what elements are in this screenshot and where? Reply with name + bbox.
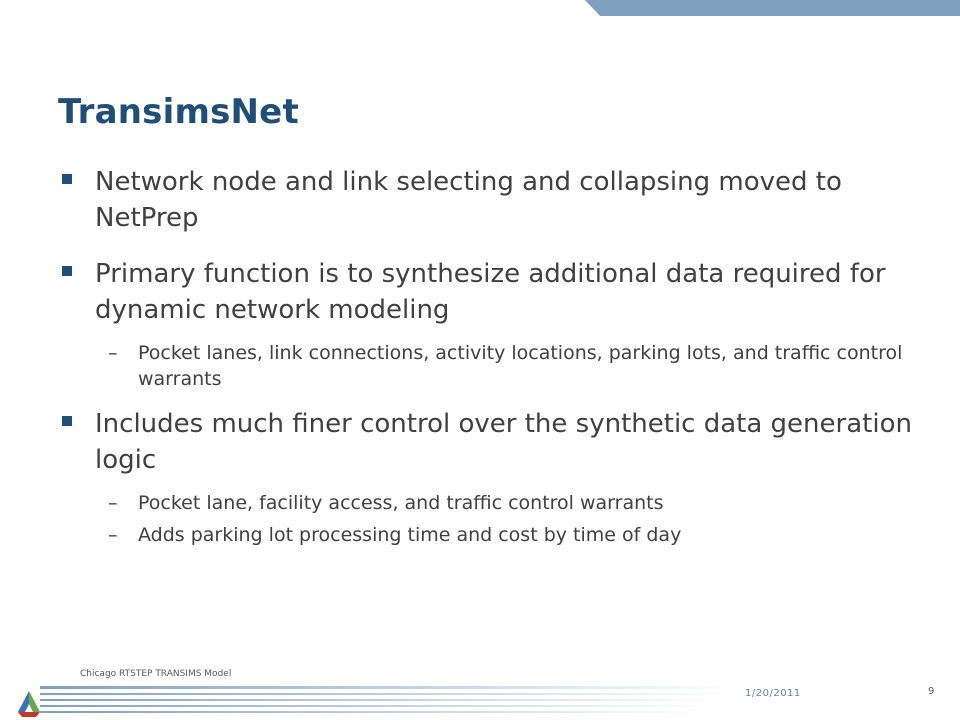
bullet-text: Primary function is to synthesize additional data required for dynamic network modeling <box>95 259 886 325</box>
footer-caption: Chicago RTSTEP TRANSIMS Model <box>80 669 232 679</box>
slide-title: TransimsNet <box>58 92 299 132</box>
bullet-item <box>60 256 920 328</box>
sub-bullet-text: Adds parking lot processing time and cost by time of day <box>138 524 682 546</box>
square-bullet-icon <box>62 174 72 184</box>
sub-bullet-text: Pocket lane, facility access, and traffic control warrants <box>138 492 664 514</box>
square-bullet-icon <box>62 416 72 426</box>
header-accent-band <box>0 0 960 20</box>
bullet-text: Network node and link selecting and collapsing moved to NetPrep <box>95 167 842 233</box>
bullet-item <box>60 406 920 478</box>
sub-bullet-item <box>60 522 920 548</box>
sub-bullet-item <box>60 490 920 516</box>
sub-bullet-item <box>60 340 920 392</box>
square-bullet-icon <box>62 266 72 276</box>
bullet-list <box>60 164 920 568</box>
bullet-item <box>60 164 920 236</box>
dash-marker: – <box>108 342 118 364</box>
footer-date: 1/20/2011 <box>745 688 801 699</box>
footer-decorative-lines <box>40 680 740 720</box>
dash-marker: – <box>108 492 118 514</box>
dash-marker: – <box>108 524 118 546</box>
sub-bullet-text: Pocket lanes, link connections, activity locations, parking lots, and traffic control warrants <box>138 342 903 390</box>
page-number: 9 <box>928 686 935 697</box>
bullet-text: Includes much finer control over the synthetic data generation logic <box>95 409 912 475</box>
argonne-triangle-logo-icon <box>14 688 44 718</box>
